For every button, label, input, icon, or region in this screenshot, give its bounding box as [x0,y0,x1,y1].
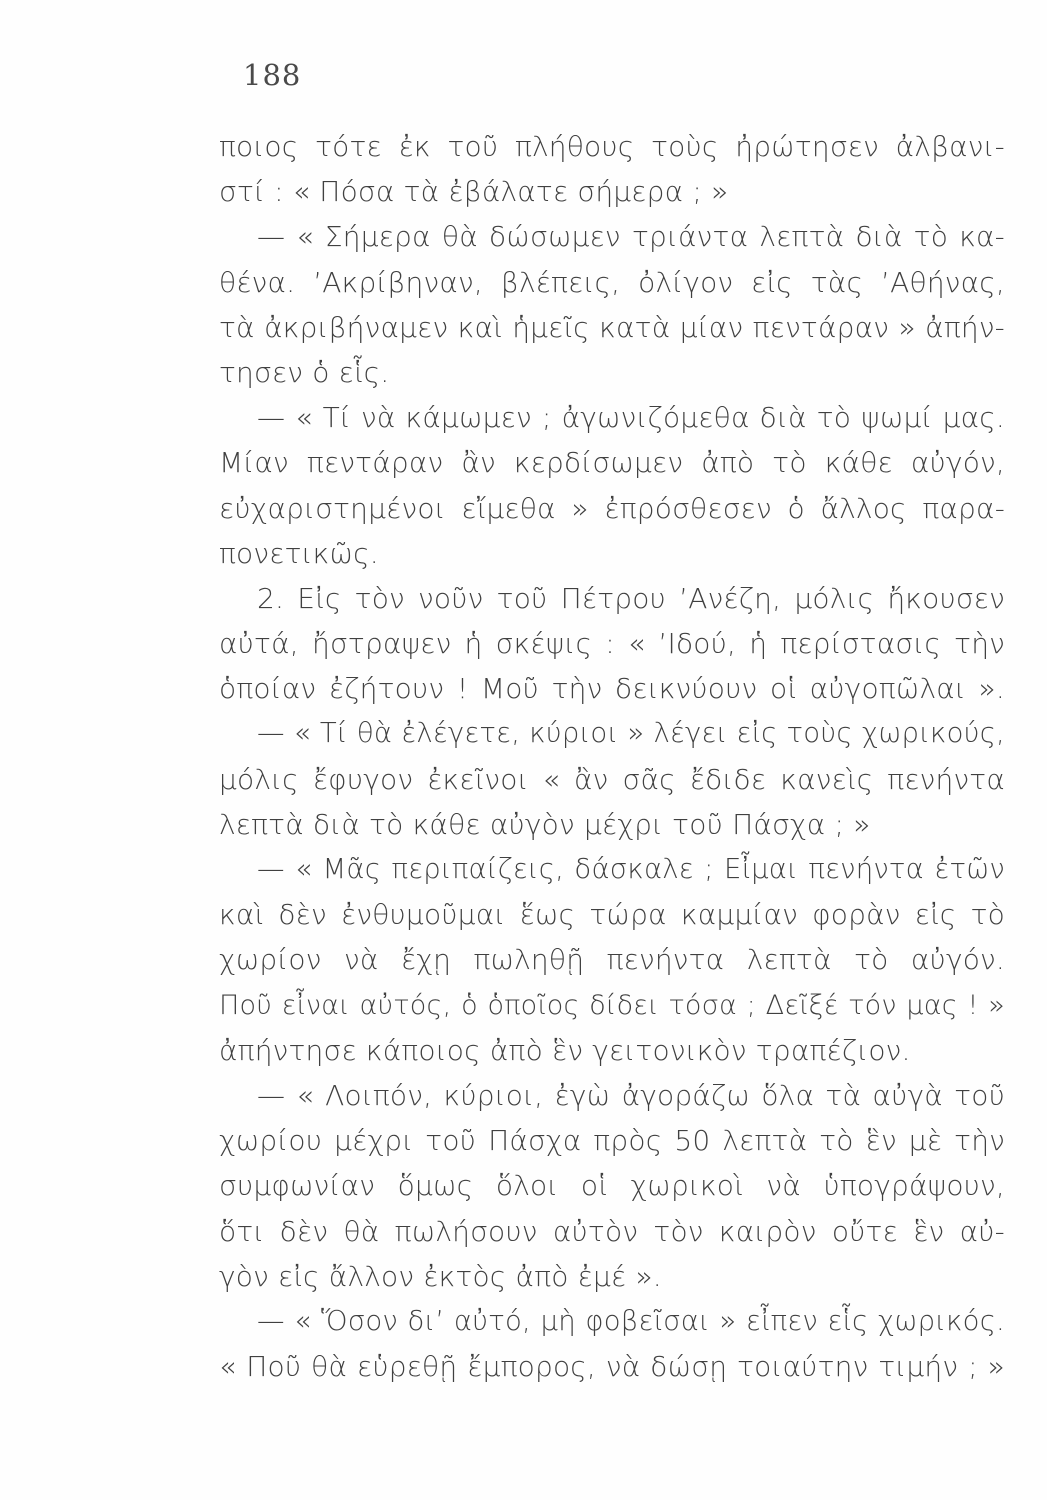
text-line: καὶ δὲν ἐνθυμοῦμαι ἕως τώρα καμμίαν φορὰν εἰς τὸ [219,898,1005,932]
page-number: 188 [243,58,302,92]
text-line: ὅτι δὲν θὰ πωλήσουν αὐτὸν τὸν καιρὸν οὔτε ἓν αὐ- [219,1214,1005,1248]
text-line: « Ποῦ θὰ εὑρεθῇ ἔμπορος, νὰ δώσῃ τοιαύτην τιμήν ; » [219,1350,1005,1384]
text-line: εὐχαριστημένοι εἴμεθα » ἐπρόσθεσεν ὁ ἄλλος παρα- [219,491,1005,525]
text-line: ἀπήντησε κάποιος ἀπὸ ἓν γειτονικὸν τραπέζιον. [219,1033,911,1067]
text-line: αὐτά, ἤστραψεν ἡ σκέψις : « ’Ιδού, ἡ περίστασις τὴν [219,627,1005,661]
text-line: χωρίον νὰ ἔχῃ πωληθῇ πενήντα λεπτὰ τὸ αὐγόν. [219,943,1005,977]
text-line: τὰ ἀκριβήναμεν καὶ ἡμεῖς κατὰ μίαν πεντάραν » ἀπήν- [219,310,1005,344]
text-line: 2. Εἰς τὸν νοῦν τοῦ Πέτρου ’Ανέζη, μόλις ἤκουσεν [257,581,1005,615]
text-line: μόλις ἔφυγον ἐκεῖνοι « ἂν σᾶς ἔδιδε κανεὶς πενήντα [219,762,1005,796]
text-line: Μίαν πεντάραν ἂν κερδίσωμεν ἀπὸ τὸ κάθε αὐγόν, [219,446,1005,480]
text-line: γὸν εἰς ἄλλον ἐκτὸς ἀπὸ ἐμέ ». [219,1259,662,1293]
text-line: — « Τί νὰ κάμωμεν ; ἀγωνιζόμεθα διὰ τὸ ψωμί μας. [257,401,1005,435]
text-line: πονετικῶς. [219,536,379,570]
text-line: λεπτὰ διὰ τὸ κάθε αὐγὸν μέχρι τοῦ Πάσχα ; » [219,807,871,841]
text-line: ὁποίαν ἐζήτουν ! Μοῦ τὴν δεικνύουν οἱ αὐγοπῶλαι ». [219,672,1005,706]
text-line: ποιος τότε ἐκ τοῦ πλήθους τοὺς ἠρώτησεν ἀλβανι- [219,130,1005,163]
text-line: Ποῦ εἶναι αὐτός, ὁ ὁποῖος δίδει τόσα ; Δεῖξέ τόν μας ! » [219,989,1005,1021]
text-line: τησεν ὁ εἷς. [219,355,390,389]
text-line: στί : « Πόσα τὰ ἐβάλατε σήμερα ; » [219,175,729,209]
text-line: — « Μᾶς περιπαίζεις, δάσκαλε ; Εἶμαι πενήντα ἐτῶν [257,853,1005,885]
text-line: — « Σήμερα θὰ δώσωμεν τριάντα λεπτὰ διὰ τὸ κα- [257,220,1005,254]
text-line: χωρίου μέχρι τοῦ Πάσχα πρὸς 50 λεπτὰ τὸ ἓν μὲ τὴν [219,1124,1005,1158]
body-text [219,124,1005,1389]
text-line: θένα. ’Ακρίβηναν, βλέπεις, ὀλίγον εἰς τὰς ’Αθήνας, [219,265,1005,299]
text-line: — « Λοιπόν, κύριοι, ἐγὼ ἀγοράζω ὅλα τὰ αὐγὰ τοῦ [257,1078,1005,1112]
text-line: — « Τί θὰ ἐλέγετε, κύριοι » λέγει εἰς τοὺς χωρικούς, [257,717,1005,750]
text-line: συμφωνίαν ὅμως ὅλοι οἱ χωρικοὶ νὰ ὑπογράψουν, [219,1169,1005,1203]
text-line: — « Ὅσον δι’ αὐτό, μὴ φοβεῖσαι » εἶπεν εἷς χωρικός. [257,1304,1005,1337]
